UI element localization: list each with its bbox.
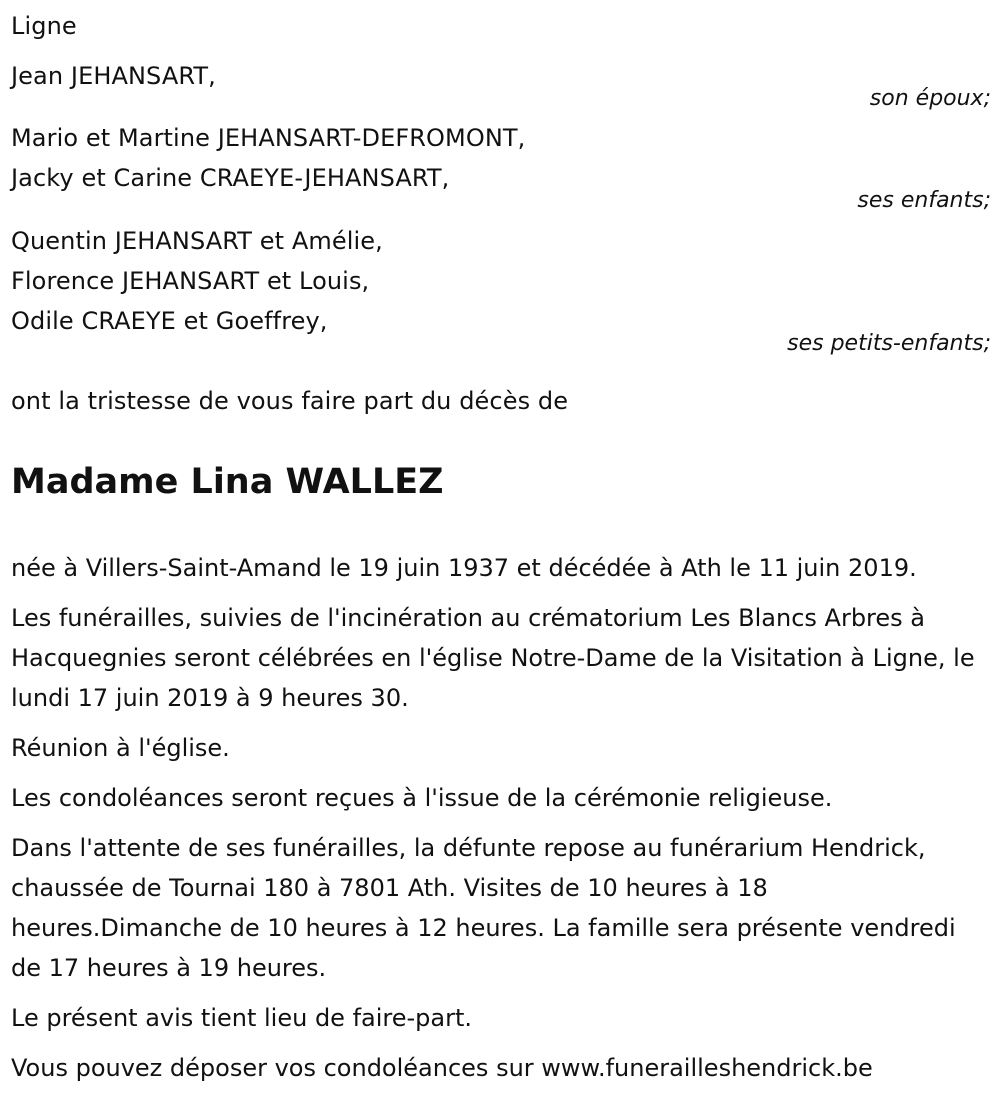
deceased-name: Madame Lina WALLEZ	[11, 462, 444, 502]
obituary-notice	[11, 0, 991, 1101]
place-name: Ligne	[11, 12, 77, 40]
announcement-text: ont la tristesse de vous faire part du décès de	[11, 387, 569, 415]
condolences-paragraph: Les condoléances seront reçues à l'issue de la cérémonie religieuse.	[11, 784, 833, 812]
grandchild-name: Odile CRAEYE et Goeffrey,	[11, 307, 328, 335]
spouse-name: Jean JEHANSART,	[11, 62, 216, 90]
children-role: ses enfants;	[857, 188, 991, 213]
grandchild-name: Florence JEHANSART et Louis,	[11, 267, 370, 295]
meeting-paragraph: Réunion à l'église.	[11, 734, 230, 762]
grandchild-name: Quentin JEHANSART et Amélie,	[11, 227, 383, 255]
grandchildren-role: ses petits-enfants;	[787, 331, 991, 356]
spouse-role: son époux;	[869, 86, 991, 111]
visitation-paragraph: Dans l'attente de ses funérailles, la défunte repose au funérarium Hendrick, chaussée de Tournai 180 à 7801 Ath. Visites de 10 heures à 18 heures.Dimanche de 10 heures à 12 heures. La famille sera présente vendredi de 17 heures à 19 heures.	[11, 834, 956, 982]
online-condolences-paragraph: Vous pouvez déposer vos condoléances sur www.funerailleshendrick.be	[11, 1054, 873, 1082]
child-name: Jacky et Carine CRAEYE-JEHANSART,	[11, 164, 450, 192]
notice-paragraph: Le présent avis tient lieu de faire-part.	[11, 1004, 473, 1032]
funeral-paragraph: Les funérailles, suivies de l'incinération au crématorium Les Blancs Arbres à Hacquegnies seront célébrées en l'église Notre-Dame de la Visitation à Ligne, le lundi 17 juin 2019 à 9 heures 30.	[11, 604, 975, 712]
child-name: Mario et Martine JEHANSART-DEFROMONT,	[11, 124, 526, 152]
birth-death-paragraph: née à Villers-Saint-Amand le 19 juin 1937 et décédée à Ath le 11 juin 2019.	[11, 554, 917, 582]
